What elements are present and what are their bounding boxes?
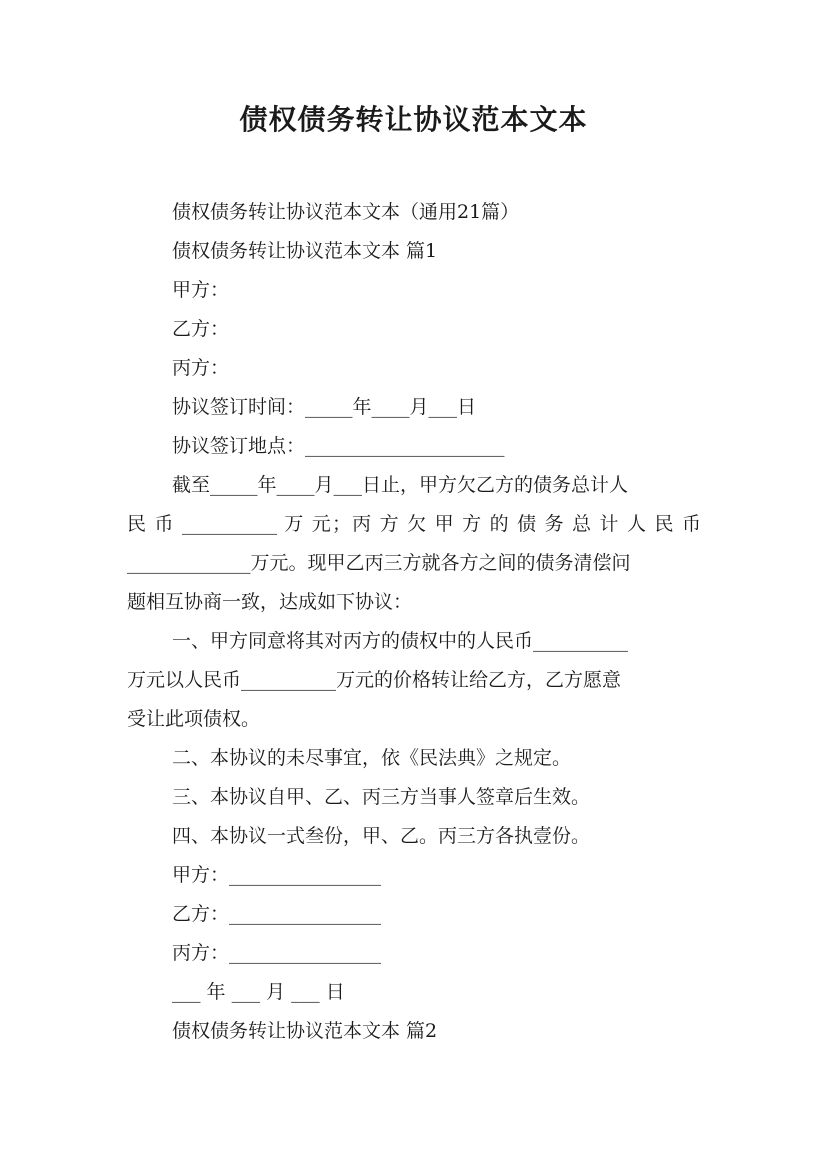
paragraph-line: 题相互协商一致，达成如下协议： — [127, 591, 413, 613]
party-a-label: 甲方： — [172, 279, 230, 301]
clause-3-line: 三、本协议自甲、乙、丙三方当事人签章后生效。 — [172, 786, 591, 808]
clause-1-line: 万元以人民币__________万元的价格转让给乙方，乙方愿意 — [127, 669, 622, 691]
paragraph-line: _____________万元。现甲乙丙三方就各方之间的债务清偿问 — [127, 552, 631, 574]
signing-date-line: 协议签订时间：_____年____月___日 — [172, 396, 477, 418]
signing-place-line: 协议签订地点：_____________________ — [172, 435, 505, 457]
party-a-signature-line: 甲方：________________ — [172, 864, 382, 886]
party-c-label: 丙方： — [172, 357, 230, 379]
document-title: 债权债务转让协议范本文本 — [239, 103, 588, 136]
party-b-signature-line: 乙方：________________ — [172, 903, 382, 925]
party-b-label: 乙方： — [172, 318, 230, 340]
section-heading-2: 债权债务转让协议范本文本 篇2 — [172, 1020, 438, 1042]
clause-2-line: 二、本协议的未尽事宜，依《民法典》之规定。 — [172, 747, 572, 769]
section-heading-1: 债权债务转让协议范本文本 篇1 — [172, 240, 438, 262]
clause-1-line: 受让此项债权。 — [127, 708, 261, 730]
signature-date-line: ___ 年 ___ 月 ___ 日 — [172, 981, 345, 1003]
party-c-signature-line: 丙方：________________ — [172, 942, 382, 964]
paragraph-line: 截至_____年____月___日止，甲方欠乙方的债务总计人 — [172, 474, 629, 496]
clause-4-line: 四、本协议一式叁份，甲、乙。丙三方各执壹份。 — [172, 825, 591, 847]
subtitle-line: 债权债务转让协议范本文本（通用21篇） — [172, 201, 520, 223]
clause-1-line: 一、甲方同意将其对丙方的债权中的人民币__________ — [172, 630, 629, 652]
paragraph-line: 民 币 __________ 万 元；丙 方 欠 甲 方 的 债 务 总 计 人 民 币 — [127, 513, 701, 535]
